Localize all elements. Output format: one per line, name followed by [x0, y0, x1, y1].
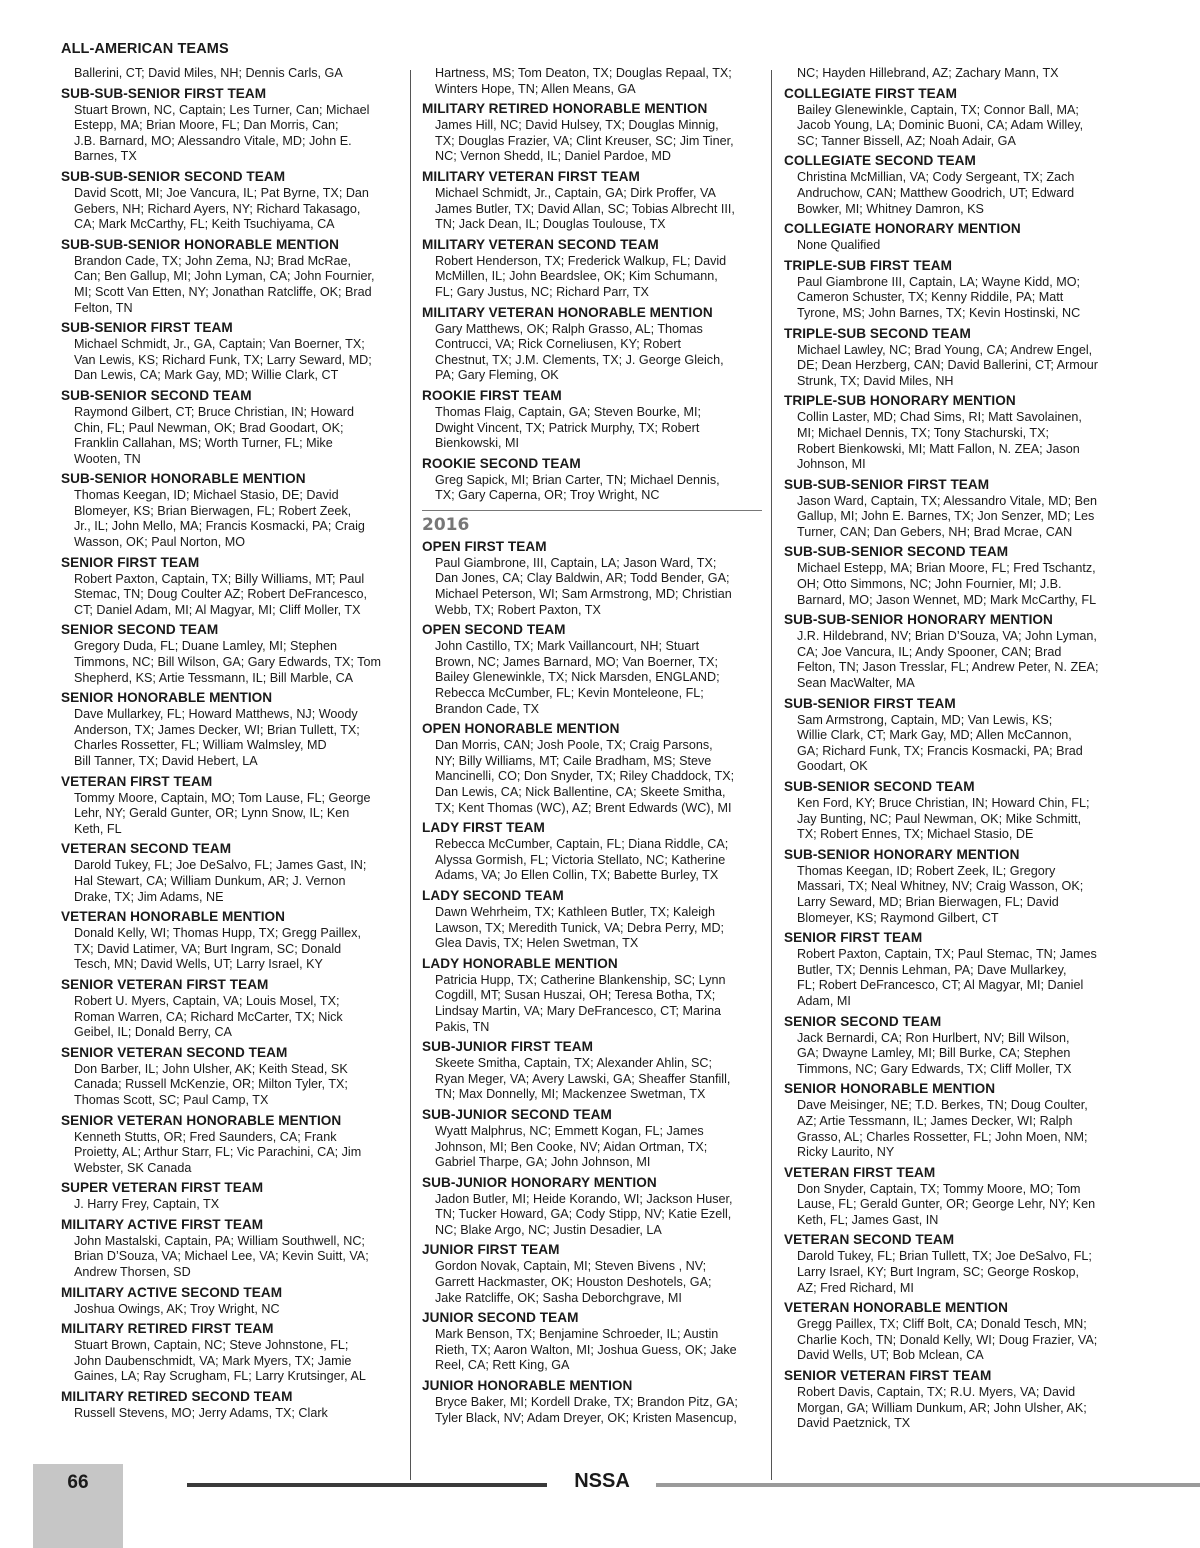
- team-section: [784, 1232, 1129, 1296]
- team-section: [422, 956, 762, 1035]
- team-section: [422, 1107, 762, 1171]
- team-heading: COLLEGIATE SECOND TEAM: [784, 153, 976, 169]
- team-section: [784, 1014, 1129, 1078]
- team-heading: LADY SECOND TEAM: [422, 887, 564, 903]
- team-section: [784, 612, 1129, 691]
- team-section: [61, 622, 401, 686]
- team-section: [61, 1113, 401, 1177]
- team-members: James Hill, NC; David Hulsey, TX; Douglas Minnig, TX; Douglas Frazier, VA; Clint Kreuser, SC; Jim Tiner, NC; Vernon Shedd, IL; Daniel Pardoe, MD: [435, 118, 734, 164]
- team-section: [422, 101, 762, 165]
- team-heading: SUB-SENIOR FIRST TEAM: [784, 695, 956, 711]
- team-heading: JUNIOR SECOND TEAM: [422, 1310, 579, 1326]
- team-heading: SENIOR HONORABLE MENTION: [784, 1081, 996, 1097]
- team-members: Patricia Hupp, TX; Catherine Blankenship, SC; Lynn Cogdill, MT; Susan Huszai, OH; Teresa Botha, TX; Lindsay Martin, VA; Mary DeFrancesco, CT; Marina Pakis, TN: [435, 972, 726, 1034]
- team-section: [784, 1300, 1129, 1364]
- team-heading: SUPER VETERAN FIRST TEAM: [61, 1180, 264, 1196]
- team-heading: ROOKIE SECOND TEAM: [422, 455, 581, 471]
- team-section: [422, 888, 762, 952]
- team-heading: VETERAN SECOND TEAM: [61, 841, 232, 857]
- team-heading: SENIOR VETERAN FIRST TEAM: [61, 976, 269, 992]
- team-section: [784, 696, 1129, 775]
- team-section: [61, 471, 401, 550]
- team-members: Gary Matthews, OK; Ralph Grasso, AL; Thomas Contrucci, VA; Rick Corneliusen, KY; Robert Chestnut, TX; J.M. Clements, TX; J. George Gleich, PA; Gary Fleming, OK: [435, 321, 724, 383]
- team-heading: VETERAN FIRST TEAM: [784, 1164, 936, 1180]
- team-members: Joshua Owings, AK; Troy Wright, NC: [74, 1301, 280, 1316]
- team-section: [422, 622, 762, 717]
- team-section: [784, 1165, 1129, 1229]
- team-members: Michael Schmidt, Jr., Captain, GA; Dirk Proffer, VA James Butler, TX; David Allan, SC; Tobias Albrecht III, TN; Jack Dean, IL; Douglas Toulouse, TX: [435, 185, 735, 232]
- team-members: Darold Tukey, FL; Joe DeSalvo, FL; James Gast, IN; Hal Stewart, CA; William Dunkum, AR; J. Vernon Drake, TX; Jim Adams, NE: [74, 858, 367, 904]
- team-members: Dan Morris, CAN; Josh Poole, TX; Craig Parsons, NY; Billy Williams, MT; Caile Bradham, MS; Steve Mancinelli, CO; Don Snyder, TX; Riley Chaddock, TX; Dan Lewis, CA; Nick Ballentine, CA; Skeete Smitha, TX; Kent Thomas (WC), AZ; Brent Edwards (WC), MI: [435, 738, 735, 815]
- team-members: Skeete Smitha, Captain, TX; Alexander Ahlin, SC; Ryan Meger, VA; Avery Lawski, GA; Sheaffer Stanfill, TN; Max Donnelly, MI; Mackenzee Swetman, TX: [435, 1056, 731, 1102]
- team-section: [784, 1081, 1129, 1160]
- team-members: Sam Armstrong, Captain, MD; Van Lewis, KS; Willie Clark, CT; Mark Gay, MD; Allen McCannon, GA; Richard Funk, TX; Francis Kosmacki, PA; Brad Goodart, OK: [797, 712, 1083, 774]
- team-section: [422, 1242, 762, 1306]
- team-heading: JUNIOR FIRST TEAM: [422, 1242, 560, 1258]
- team-heading: SUB-SENIOR HONORABLE MENTION: [61, 471, 306, 487]
- team-members: Ken Ford, KY; Bruce Christian, IN; Howard Chin, FL; Jay Bunting, NC; Paul Newman, OK; Mike Schmitt, TX; Robert Ennes, TX; Michael Stasio, DE: [797, 796, 1090, 842]
- team-heading: TRIPLE-SUB SECOND TEAM: [784, 325, 971, 341]
- team-section: [422, 1039, 762, 1103]
- team-members: Hartness, MS; Tom Deaton, TX; Douglas Repaal, TX; Winters Hope, TN; Allen Means, GA: [435, 66, 732, 96]
- team-members: Rebecca McCumber, Captain, FL; Diana Riddle, CA; Alyssa Gormish, FL; Victoria Stellato, NC; Katherine Adams, VA; Jo Ellen Collin, TX; Babette Burley, TX: [435, 837, 729, 883]
- team-members: NC; Hayden Hillebrand, AZ; Zachary Mann, TX: [797, 66, 1059, 80]
- team-section: [422, 169, 762, 233]
- team-heading: SENIOR HONORABLE MENTION: [61, 690, 273, 706]
- year-divider: [422, 510, 762, 511]
- team-members: Thomas Flaig, Captain, GA; Steven Bourke, MI; Dwight Vincent, TX; Patrick Murphy, TX; Robert Bienkowski, MI: [435, 404, 701, 451]
- team-members: Dave Mullarkey, FL; Howard Matthews, NJ; Woody Anderson, TX; James Decker, WI; Brian Tullett, TX; Charles Rossetter, FL; William Walmsley, MD Bill Tanner, TX; David Hebert, LA: [74, 707, 360, 768]
- team-members: Ballerini, CT; David Miles, NH; Dennis Carls, GA: [74, 66, 343, 80]
- column-1: [61, 66, 401, 1426]
- team-members: Christina McMillian, VA; Cody Sergeant, TX; Zach Andruchow, CAN; Matthew Goodrich, UT; Edward Bowker, MI; Whitney Damron, KS: [797, 170, 1075, 216]
- team-section: [784, 258, 1129, 322]
- team-heading: MILITARY RETIRED FIRST TEAM: [61, 1321, 274, 1337]
- team-heading: SUB-SUB-SENIOR SECOND TEAM: [784, 544, 1009, 560]
- team-heading: SENIOR FIRST TEAM: [784, 930, 923, 946]
- team-section: [784, 544, 1129, 608]
- team-members: Gordon Novak, Captain, MI; Steven Bivens , NV; Garrett Hackmaster, OK; Houston Deshotels, GA; Jake Ratcliffe, OK; Sasha Deborchgrave, MI: [435, 1259, 712, 1305]
- team-members: Jack Bernardi, CA; Ron Hurlbert, NV; Bill Wilson, GA; Dwayne Lamley, MI; Bill Burke, CA; Stephen Timmons, NC; Gary Edwards, TX; Cliff Moller, TX: [797, 1030, 1072, 1076]
- team-heading: SUB-SUB-SENIOR HONORABLE MENTION: [61, 236, 340, 252]
- team-members: Don Barber, IL; John Ulsher, AK; Keith Stead, SK Canada; Russell McKenzie, OR; Milton Tyler, TX; Thomas Scott, SC; Paul Camp, TX: [74, 1061, 348, 1107]
- team-members: Robert Henderson, TX; Frederick Walkup, FL; David McMillen, IL; John Beardslee, OK; Kim Schumann, FL; Gary Justus, NC; Richard Parr, TX: [435, 253, 727, 299]
- team-members: Raymond Gilbert, CT; Bruce Christian, IN; Howard Chin, FL; Paul Newman, OK; Brad Goodart, OK; Franklin Callahan, MS; Worth Turner, FL; Mike Wooten, TN: [74, 404, 354, 466]
- team-section: [61, 1389, 401, 1422]
- team-heading: TRIPLE-SUB FIRST TEAM: [784, 257, 952, 273]
- team-members: Mark Benson, TX; Benjamine Schroeder, IL; Austin Rieth, TX; Aaron Walton, MI; Joshua Guess, OK; Jake Reel, CA; Rett King, GA: [435, 1327, 737, 1373]
- team-members: Donald Kelly, WI; Thomas Hupp, TX; Gregg Paillex, TX; David Latimer, VA; Burt Ingram, SC; Donald Tesch, MN; David Wells, UT; Larry Israel, KY: [74, 926, 361, 972]
- team-members: Tommy Moore, Captain, MO; Tom Lause, FL; George Lehr, NY; Gerald Gunter, OR; Lynn Snow, IL; Ken Keth, FL: [74, 790, 371, 836]
- team-heading: LADY FIRST TEAM: [422, 820, 545, 836]
- team-members: Thomas Keegan, ID; Michael Stasio, DE; David Blomeyer, KS; Brian Bierwagen, FL; Robert Zeek, Jr., IL; John Mello, MA; Francis Kosmacki, PA; Craig Wasson, OK; Paul Norton, MO: [74, 488, 365, 550]
- team-section: [61, 237, 401, 316]
- team-members: Michael Schmidt, Jr., GA, Captain; Van Boerner, TX; Van Lewis, KS; Richard Funk, TX; Larry Seward, MD; Dan Lewis, CA; Mark Gay, MD; Willie Clark, CT: [74, 337, 372, 383]
- team-section: [422, 1175, 762, 1239]
- team-section: [422, 305, 762, 384]
- team-section: [61, 1285, 401, 1318]
- team-heading: MILITARY VETERAN HONORABLE MENTION: [422, 304, 713, 320]
- team-members: J.R. Hildebrand, NV; Brian D’Souza, VA; John Lyman, CA; Joe Vancura, IL; Andy Spooner, CAN; Brad Felton, TN; Jason Tresslar, FL; Andrew Peter, N. ZEA; Sean MacWalter, MA: [797, 629, 1099, 691]
- team-heading: MILITARY RETIRED HONORABLE MENTION: [422, 101, 708, 117]
- team-heading: VETERAN HONORABLE MENTION: [784, 1300, 1009, 1316]
- team-heading: JUNIOR HONORABLE MENTION: [422, 1378, 633, 1394]
- team-section: [61, 86, 401, 165]
- year-heading: 2016: [422, 514, 470, 535]
- team-members: Dawn Wehrheim, TX; Kathleen Butler, TX; Kaleigh Lawson, TX; Meredith Tunick, VA; Debra Perry, MD; Glea Davis, TX; Helen Swetman, TX: [435, 904, 725, 951]
- team-members: None Qualified: [797, 238, 881, 253]
- team-heading: SUB-SUB-SENIOR SECOND TEAM: [61, 168, 286, 184]
- team-section: [61, 388, 401, 467]
- footer-brand: NSSA: [574, 1470, 630, 1492]
- page-title: ALL-AMERICAN TEAMS: [61, 41, 229, 57]
- team-section: [61, 841, 401, 905]
- team-section: [784, 393, 1129, 472]
- team-section: [61, 169, 401, 233]
- team-heading: COLLEGIATE HONORARY MENTION: [784, 221, 1021, 237]
- team-members: Michael Estepp, MA; Brian Moore, FL; Fred Tschantz, OH; Otto Simmons, NC; John Fournier, MI; J.B. Barnard, MO; Jason Wennet, MD; Mark McCarthy, FL: [797, 561, 1097, 607]
- year-section: [422, 510, 762, 535]
- team-heading: SUB-JUNIOR HONORARY MENTION: [422, 1174, 657, 1190]
- team-section: [784, 1368, 1129, 1432]
- team-members: Robert Paxton, Captain, TX; Billy Williams, MT; Paul Stemac, TN; Doug Coulter AZ; Robert DeFrancesco, CT; Daniel Adam, MI; Al Magyar, MI; Cliff Moller, TX: [74, 571, 368, 617]
- team-heading: SUB-SENIOR FIRST TEAM: [61, 320, 233, 336]
- team-heading: SUB-SUB-SENIOR FIRST TEAM: [61, 85, 267, 101]
- footer-rule-right: [656, 1483, 1200, 1487]
- team-section: [784, 477, 1129, 541]
- team-members: Stuart Brown, NC, Captain; Les Turner, Can; Michael Estepp, MA; Brian Moore, FL; Dan Morris, Can; J.B. Barnard, MO; Alessandro Vitale, MD; John E. Barnes, TX: [74, 102, 370, 164]
- team-members: Darold Tukey, FL; Brian Tullett, TX; Joe DeSalvo, FL; Larry Israel, KY; Burt Ingram, SC; George Roskop, AZ; Fred Richard, MI: [797, 1249, 1092, 1295]
- column-3: [784, 66, 1129, 1436]
- team-section: [61, 1045, 401, 1109]
- page-number: 66: [67, 1472, 89, 1493]
- team-heading: SUB-JUNIOR SECOND TEAM: [422, 1106, 612, 1122]
- team-members: J. Harry Frey, Captain, TX: [74, 1197, 220, 1212]
- team-section: [422, 1378, 762, 1426]
- team-section: [784, 86, 1129, 150]
- team-section: [784, 153, 1129, 217]
- team-members: Paul Giambrone III, Captain, LA; Wayne Kidd, MO; Cameron Schuster, TX; Kenny Riddile, PA; Matt Tyrone, MS; John Barnes, TX; Kevin Hostinski, NC: [797, 274, 1081, 320]
- team-heading: LADY HONORABLE MENTION: [422, 955, 618, 971]
- team-heading: SUB-SUB-SENIOR HONORARY MENTION: [784, 612, 1053, 628]
- team-section: [61, 977, 401, 1041]
- team-section: [784, 930, 1129, 1009]
- team-section: [61, 690, 401, 769]
- team-heading: MILITARY VETERAN SECOND TEAM: [422, 236, 659, 252]
- continued-section: [61, 66, 401, 82]
- team-members: Greg Sapick, MI; Brian Carter, TN; Michael Dennis, TX; Gary Caperna, OR; Troy Wright, NC: [435, 472, 720, 503]
- continued-section: [422, 66, 762, 97]
- team-section: [422, 820, 762, 884]
- team-heading: MILITARY RETIRED SECOND TEAM: [61, 1389, 293, 1405]
- team-members: Gregg Paillex, TX; Cliff Bolt, CA; Donald Tesch, MN; Charlie Koch, TN; Donald Kelly, WI; Doug Frazier, VA; David Wells, UT; Bob Mclean, CA: [797, 1317, 1098, 1363]
- team-section: [61, 1180, 401, 1213]
- team-members: Jadon Butler, MI; Heide Korando, WI; Jackson Huser, TN; Tucker Howard, GA; Cody Stipp, NV; Katie Ezell, NC; Blake Argo, NC; Justin Desadier, LA: [435, 1191, 733, 1237]
- team-section: [61, 1217, 401, 1281]
- team-heading: SENIOR SECOND TEAM: [784, 1013, 942, 1029]
- team-section: [61, 1321, 401, 1385]
- continued-section: [784, 66, 1129, 82]
- team-members: Bryce Baker, MI; Kordell Drake, TX; Brandon Pitz, GA; Tyler Black, NV; Adam Dreyer, OK; Kristen Masencup,: [435, 1395, 738, 1425]
- team-heading: VETERAN FIRST TEAM: [61, 773, 213, 789]
- team-members: Russell Stevens, MO; Jerry Adams, TX; Clark: [74, 1406, 328, 1421]
- team-heading: OPEN FIRST TEAM: [422, 538, 547, 554]
- team-heading: MILITARY VETERAN FIRST TEAM: [422, 168, 640, 184]
- team-heading: ROOKIE FIRST TEAM: [422, 387, 562, 403]
- team-section: [422, 539, 762, 618]
- team-members: John Castillo, TX; Mark Vaillancourt, NH; Stuart Brown, NC; James Barnard, MO; Van Boerner, TX; Bailey Glenewinkle, TX; Nick Marsden, ENGLAND; Rebecca McCumber, FL; Kevin Monteleone, FL; Brandon Cade, TX: [435, 639, 720, 716]
- team-section: [784, 847, 1129, 926]
- team-heading: SENIOR SECOND TEAM: [61, 622, 219, 638]
- team-members: Jason Ward, Captain, TX; Alessandro Vitale, MD; Ben Gallup, MI; John E. Barnes, TX; Jon Senzer, MD; Les Turner, CAN; Dan Gebers, NH; Brad Mcrae, CAN: [797, 493, 1098, 539]
- team-members: Dave Meisinger, NE; T.D. Berkes, TN; Doug Coulter, AZ; Artie Tessmann, IL; James Decker, WI; Ralph Grasso, AL; Charles Rossetter, FL; John Moen, NM; Ricky Laurito, NY: [797, 1098, 1088, 1160]
- team-heading: OPEN HONORABLE MENTION: [422, 721, 620, 737]
- team-section: [422, 456, 762, 504]
- team-heading: SENIOR VETERAN HONORABLE MENTION: [61, 1112, 342, 1128]
- team-members: Paul Giambrone, III, Captain, LA; Jason Ward, TX; Dan Jones, CA; Clay Baldwin, AR; Todd Bender, GA; Michael Peterson, WI; Sam Armstrong, MD; Christian Webb, TX; Robert Paxton, TX: [435, 555, 732, 617]
- team-members: Wyatt Malphrus, NC; Emmett Kogan, FL; James Johnson, MI; Ben Cooke, NV; Aidan Ortman, TX; Gabriel Tharpe, GA; John Johnson, MI: [435, 1123, 708, 1170]
- team-members: Robert U. Myers, Captain, VA; Louis Mosel, TX; Roman Warren, CA; Richard McCarter, TX; Nick Geibel, IL; Donald Berry, CA: [74, 993, 343, 1040]
- team-members: Stuart Brown, Captain, NC; Steve Johnstone, FL; John Daubenschmidt, VA; Mark Myers, TX; Jamie Gaines, LA; Ray Scrugham, FL; Larry Krutsinger, AL: [74, 1338, 366, 1384]
- column-divider: [771, 70, 772, 1480]
- footer-rule-left: [187, 1483, 547, 1487]
- team-section: [422, 237, 762, 301]
- team-heading: SUB-SENIOR HONORARY MENTION: [784, 846, 1020, 862]
- team-members: John Mastalski, Captain, PA; William Southwell, NC; Brian D’Souza, VA; Michael Lee, VA; Kevin Suitt, VA; Andrew Thorsen, SD: [74, 1233, 369, 1280]
- team-section: [784, 221, 1129, 254]
- team-members: Robert Paxton, Captain, TX; Paul Stemac, TN; James Butler, TX; Dennis Lehman, PA; Dave Mullarkey, FL; Robert DeFrancesco, CT; Al Magyar, MI; Daniel Adam, MI: [797, 947, 1097, 1008]
- team-heading: MILITARY ACTIVE FIRST TEAM: [61, 1216, 264, 1232]
- team-section: [61, 555, 401, 619]
- team-heading: OPEN SECOND TEAM: [422, 622, 566, 638]
- team-heading: SUB-SENIOR SECOND TEAM: [61, 387, 252, 403]
- team-heading: SUB-SUB-SENIOR FIRST TEAM: [784, 476, 990, 492]
- team-members: Bailey Glenewinkle, Captain, TX; Connor Ball, MA; Jacob Young, LA; Dominic Buoni, CA; Adam Willey, SC; Tanner Bissell, AZ; Noah Adair, GA: [797, 102, 1084, 148]
- team-section: [61, 774, 401, 838]
- team-members: Gregory Duda, FL; Duane Lamley, MI; Stephen Timmons, NC; Bill Wilson, GA; Gary Edwards, TX; Tom Shepherd, KS; Artie Tessmann, IL; Bill Marble, CA: [74, 639, 381, 685]
- team-members: Don Snyder, Captain, TX; Tommy Moore, MO; Tom Lause, FL; Gerald Gunter, OR; George Lehr, NY; Ken Keth, FL; James Gast, IN: [797, 1181, 1096, 1227]
- column-divider: [410, 70, 411, 1480]
- team-heading: SENIOR FIRST TEAM: [61, 554, 200, 570]
- team-members: Thomas Keegan, ID; Robert Zeek, IL; Gregory Massari, TX; Neal Whitney, NV; Craig Wasson, OK; Larry Seward, MD; Brian Bierwagen, FL; David Blomeyer, KS; Raymond Gilbert, CT: [797, 863, 1084, 925]
- team-section: [61, 320, 401, 384]
- team-heading: TRIPLE-SUB HONORARY MENTION: [784, 393, 1016, 409]
- team-heading: SUB-JUNIOR FIRST TEAM: [422, 1039, 593, 1055]
- team-members: Collin Laster, MD; Chad Sims, RI; Matt Savolainen, MI; Michael Dennis, TX; Tony Stachurski, TX; Robert Bienkowski, MI; Matt Fallon, N. ZEA; Jason Johnson, MI: [797, 410, 1082, 472]
- team-heading: VETERAN SECOND TEAM: [784, 1232, 955, 1248]
- team-heading: MILITARY ACTIVE SECOND TEAM: [61, 1284, 283, 1300]
- team-heading: SENIOR VETERAN SECOND TEAM: [61, 1044, 288, 1060]
- team-section: [422, 1310, 762, 1374]
- team-members: Brandon Cade, TX; John Zema, NJ; Brad McRae, Can; Ben Gallup, MI; John Lyman, CA; John Fournier, MI; Scott Van Etten, NY; Jonathan Ratcliffe, OK; Brad Felton, TN: [74, 253, 375, 315]
- team-section: [422, 721, 762, 816]
- team-section: [784, 779, 1129, 843]
- team-members: Kenneth Stutts, OR; Fred Saunders, CA; Frank Proietty, AL; Arthur Starr, FL; Vic Parachini, CA; Jim Webster, SK Canada: [74, 1129, 362, 1175]
- team-members: Robert Davis, Captain, TX; R.U. Myers, VA; David Morgan, GA; William Dunkum, AR; John Ulsher, AK; David Paetznick, TX: [797, 1385, 1087, 1431]
- team-heading: SUB-SENIOR SECOND TEAM: [784, 779, 975, 794]
- team-section: [784, 326, 1129, 390]
- team-heading: SENIOR VETERAN FIRST TEAM: [784, 1368, 992, 1384]
- team-heading: VETERAN HONORABLE MENTION: [61, 909, 286, 925]
- team-members: David Scott, MI; Joe Vancura, IL; Pat Byrne, TX; Dan Gebers, NH; Richard Ayers, NY; Richard Takasago, CA; Mark McCarthy, FL; Keith Tsuchiyama, CA: [74, 185, 369, 232]
- team-heading: COLLEGIATE FIRST TEAM: [784, 85, 957, 101]
- column-2: [422, 66, 762, 1430]
- team-section: [61, 909, 401, 973]
- team-section: [422, 388, 762, 452]
- team-members: Michael Lawley, NC; Brad Young, CA; Andrew Engel, DE; Dean Herzberg, CAN; David Ballerini, CT; Armour Strunk, TX; David Miles, NH: [797, 342, 1098, 388]
